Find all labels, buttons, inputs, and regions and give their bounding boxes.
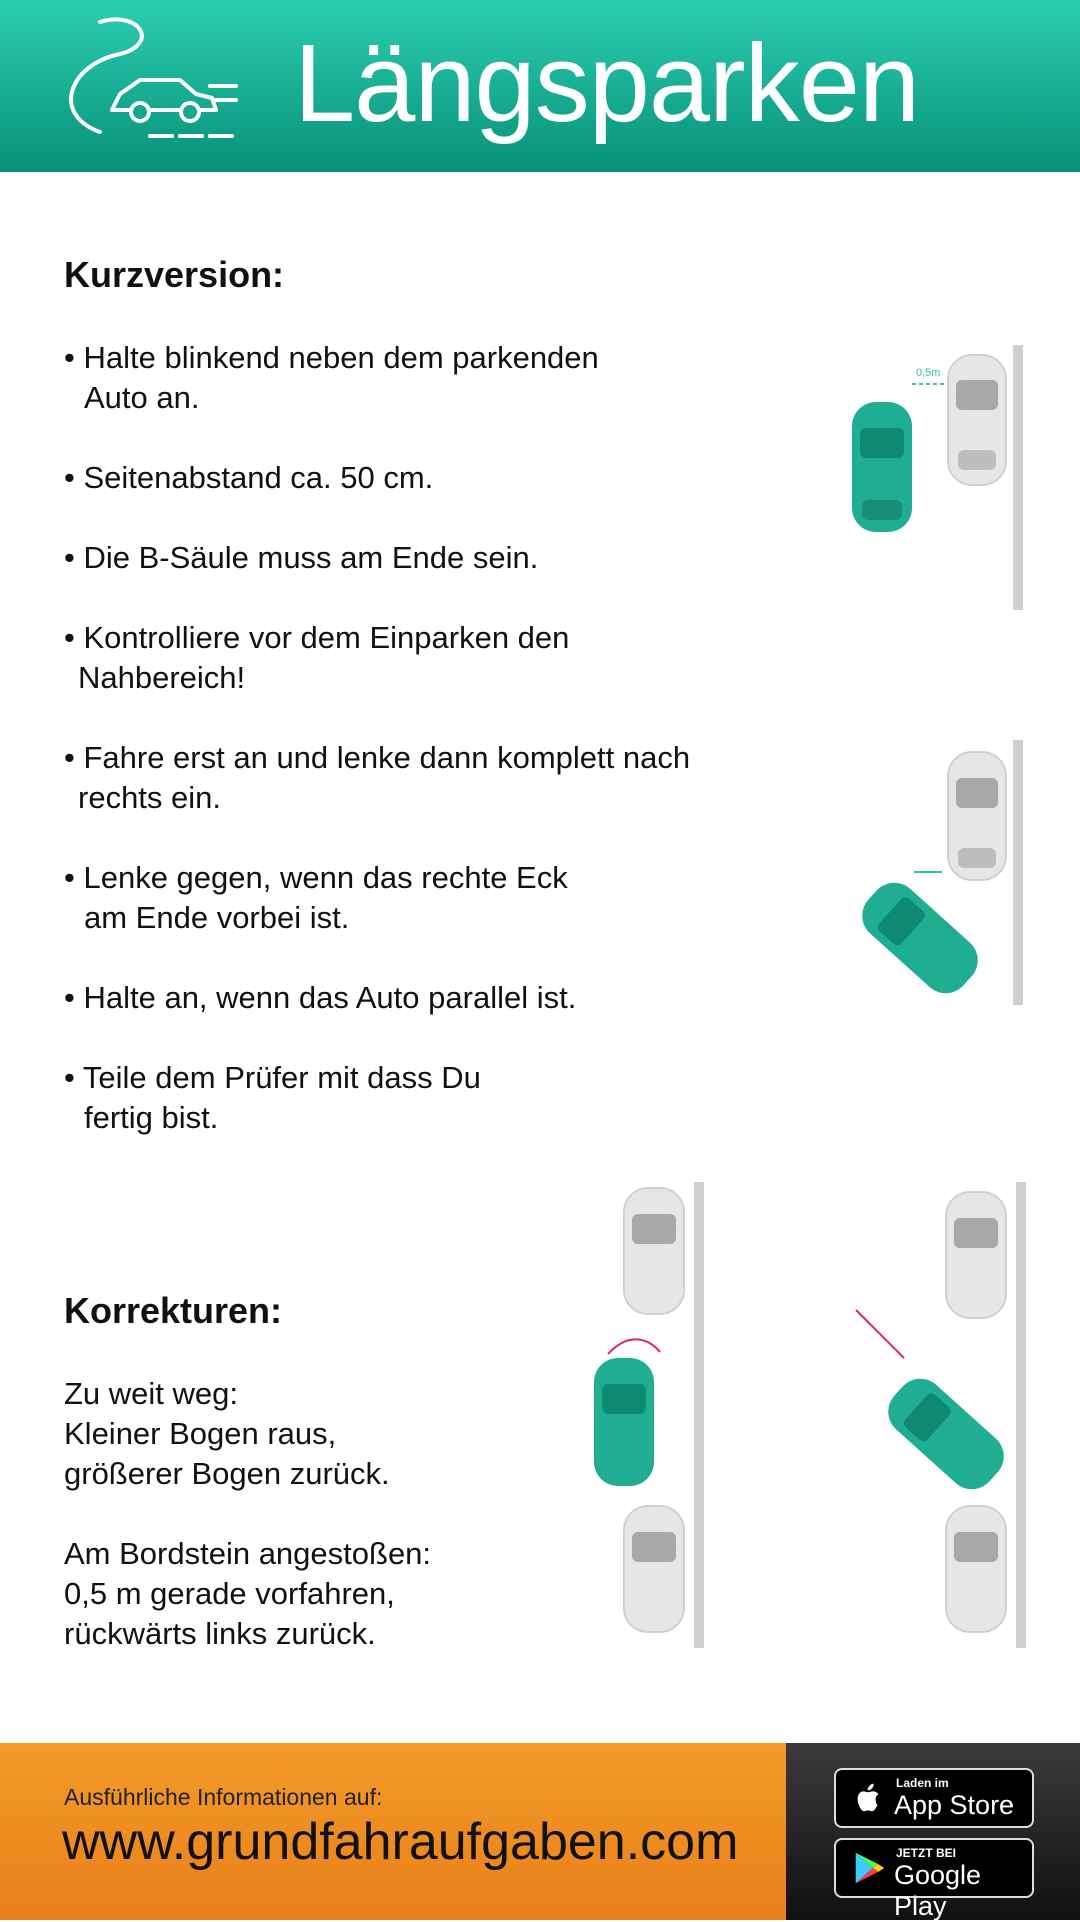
- google-play-icon: [850, 1848, 888, 1888]
- list-item-line: • Teile dem Prüfer mit dass Du: [64, 1060, 481, 1095]
- list-item-line: rechts ein.: [78, 780, 222, 815]
- parked-car-rear: [946, 1506, 1006, 1632]
- list-item-line: • Seitenabstand ca. 50 cm.: [64, 460, 434, 495]
- curb: [1013, 345, 1023, 610]
- diagram-curb-hit: [846, 1180, 1030, 1650]
- correction-arrow: [608, 1339, 660, 1354]
- corrections-heading: Korrekturen:: [64, 1290, 283, 1331]
- correction-line: rückwärts links zurück.: [64, 1616, 376, 1651]
- correction-too-far: [64, 1374, 390, 1494]
- list-item-line: • Lenke gegen, wenn das rechte Eck: [64, 860, 568, 895]
- curb: [1016, 1182, 1026, 1648]
- short-version-heading: Kurzversion:: [64, 254, 285, 295]
- correction-arrow: [856, 1310, 904, 1358]
- own-car: [878, 1369, 1013, 1499]
- correction-line: Am Bordstein angestoßen:: [64, 1536, 432, 1571]
- list-item-line: • Kontrolliere vor dem Einparken den: [64, 620, 570, 655]
- google-play-button[interactable]: [834, 1838, 1034, 1921]
- diagram-turning-in: [860, 738, 1030, 1008]
- list-item: [64, 1058, 481, 1138]
- list-item: [64, 338, 599, 418]
- parked-car-front: [946, 1192, 1006, 1318]
- page-title: Längsparken: [294, 22, 920, 145]
- curb: [694, 1182, 704, 1648]
- apple-icon: [850, 1778, 888, 1818]
- list-item-line: • Halte an, wenn das Auto parallel ist.: [64, 980, 577, 1015]
- correction-line: 0,5 m gerade vorfahren,: [64, 1576, 395, 1611]
- correction-line: Kleiner Bogen raus,: [64, 1416, 337, 1451]
- app-store-button[interactable]: [834, 1768, 1034, 1828]
- own-car: [860, 873, 988, 1003]
- google-play-small-text: JETZT BEI: [896, 1846, 957, 1860]
- diagram-too-far: [580, 1180, 710, 1650]
- app-store-small-text: Laden im: [896, 1776, 949, 1790]
- correction-line: Zu weit weg:: [64, 1376, 239, 1411]
- car-logo-icon: [60, 14, 240, 144]
- curb: [1013, 740, 1023, 1005]
- own-car: [852, 402, 912, 532]
- list-item: [64, 458, 433, 498]
- correction-curb: [64, 1534, 431, 1654]
- parked-car-front: [624, 1188, 684, 1314]
- list-item: [64, 538, 538, 578]
- list-item-line: • Die B-Säule muss am Ende sein.: [64, 540, 539, 575]
- list-item-line: am Ende vorbei ist.: [84, 900, 350, 935]
- footer-info-text: Ausführliche Informationen auf:: [64, 1784, 383, 1810]
- parked-car: [948, 355, 1006, 485]
- list-item: [64, 738, 690, 818]
- parked-car: [948, 752, 1006, 880]
- list-item-line: Auto an.: [84, 380, 200, 415]
- own-car: [594, 1358, 654, 1486]
- correction-line: größerer Bogen zurück.: [64, 1456, 390, 1491]
- diagram-start-position: [840, 340, 1030, 620]
- app-store-label: App Store: [894, 1790, 1015, 1820]
- list-item-line: • Fahre erst an und lenke dann komplett nach: [64, 740, 691, 775]
- list-item: [64, 618, 569, 698]
- list-item: [64, 978, 576, 1018]
- header-banner: [0, 0, 1080, 172]
- list-item-line: fertig bist.: [84, 1100, 219, 1135]
- list-item-line: • Halte blinkend neben dem parkenden: [64, 340, 599, 375]
- parked-car-rear: [624, 1506, 684, 1632]
- google-play-label: Google Play: [894, 1860, 982, 1921]
- website-link[interactable]: www.grundfahraufgaben.com: [62, 1813, 739, 1871]
- distance-label: 0,5m: [916, 367, 941, 379]
- list-item-line: Nahbereich!: [78, 660, 246, 695]
- list-item: [64, 858, 568, 938]
